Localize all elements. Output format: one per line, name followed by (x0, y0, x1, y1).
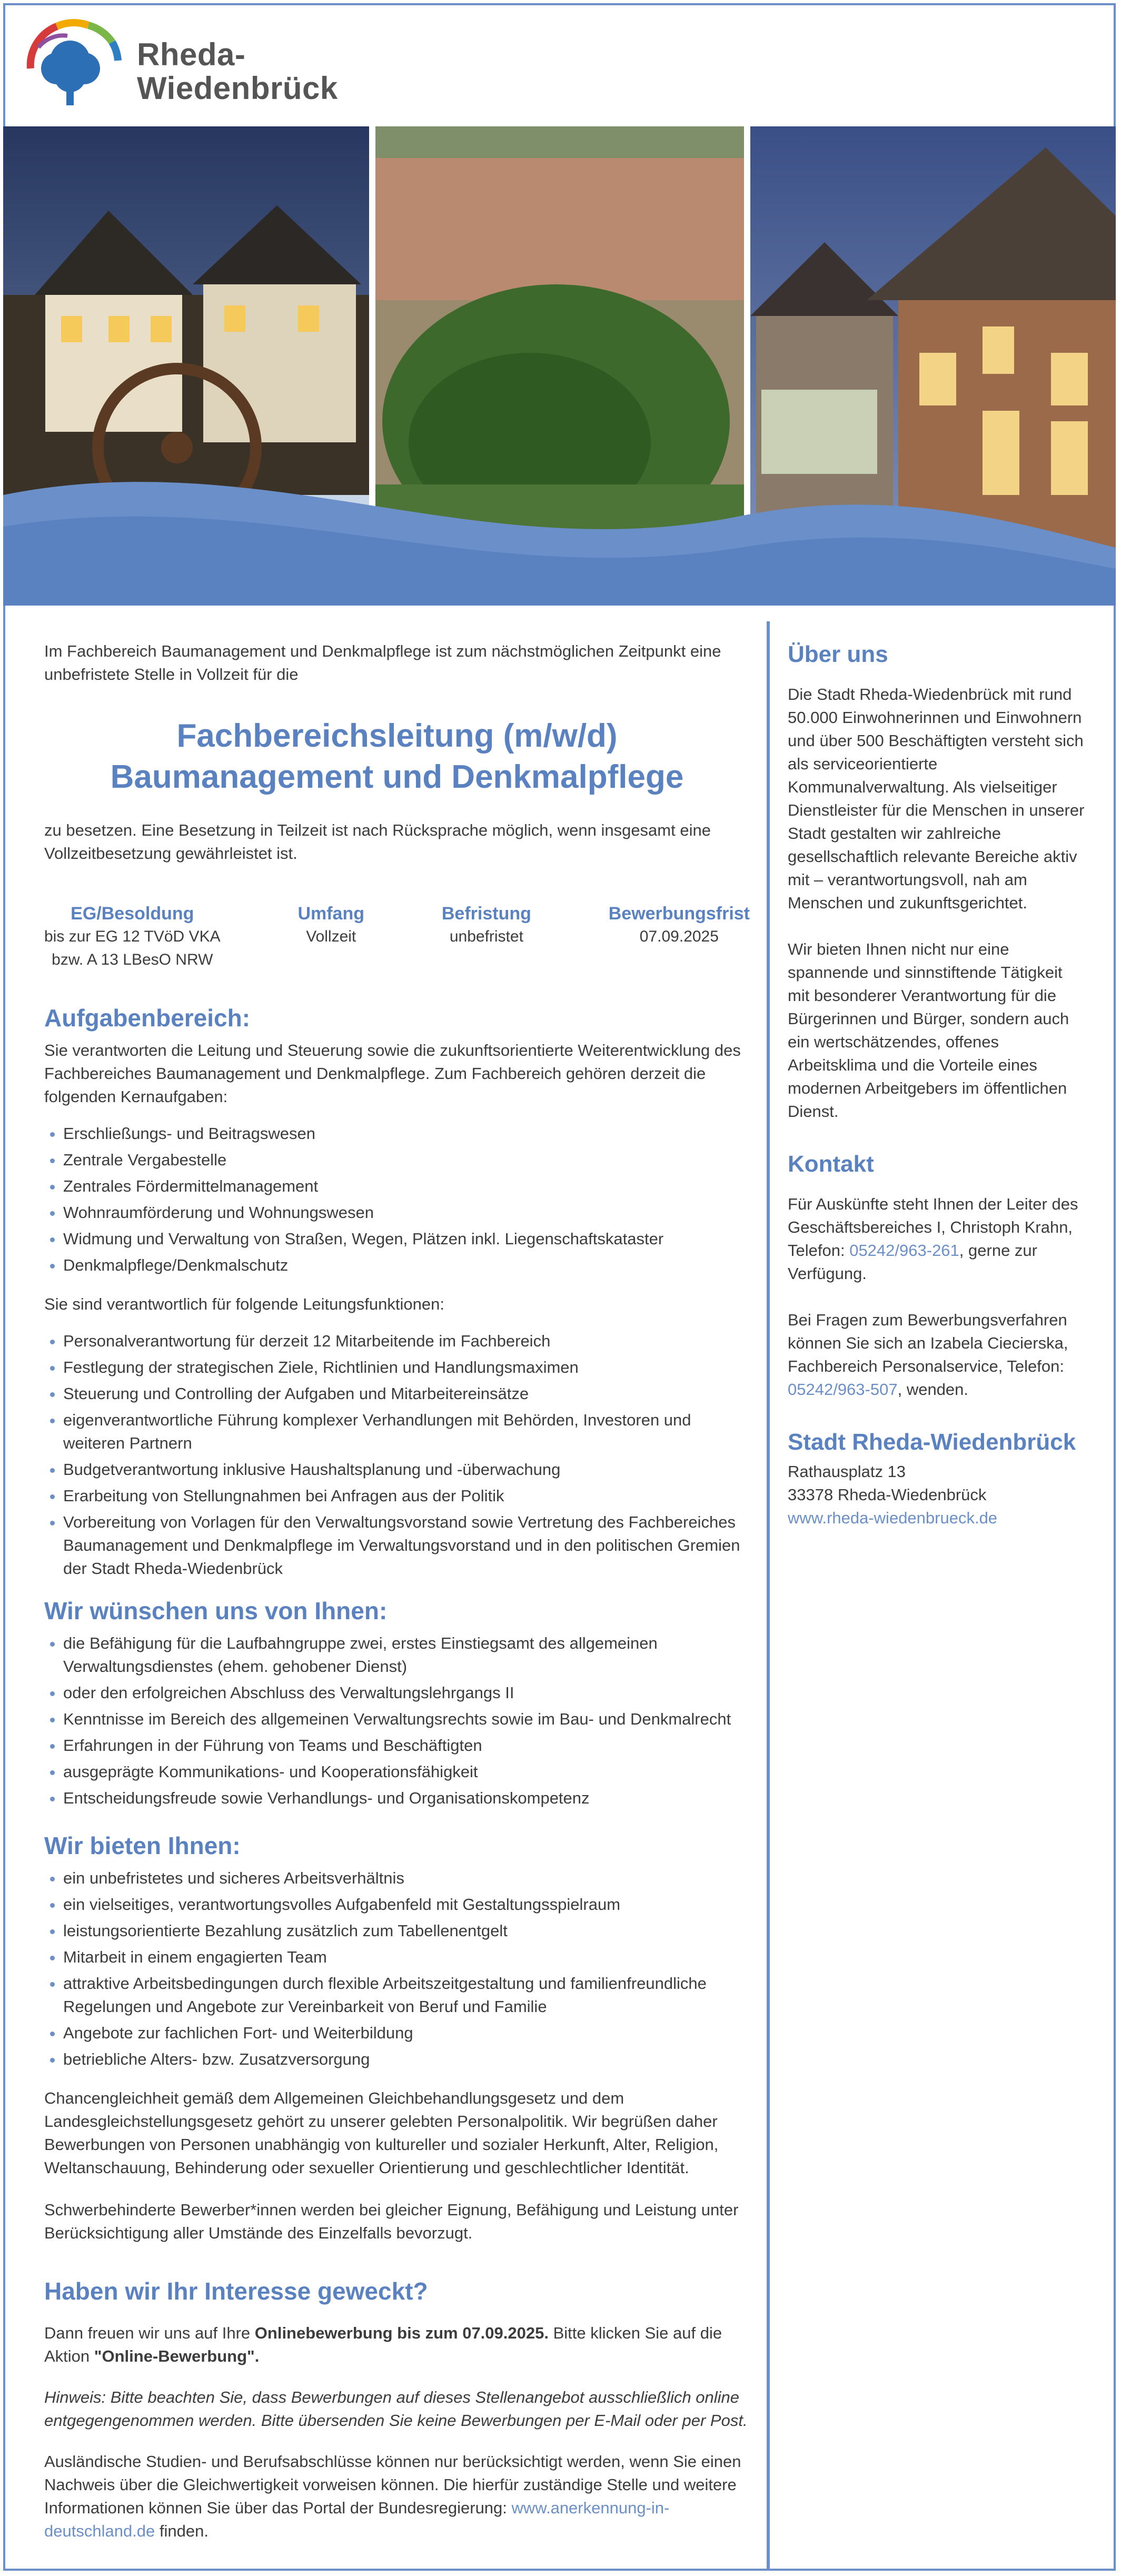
contact-text-1a: Für Auskünfte steht Ihnen der Leiter des Geschäftsbereiches I, Christoph Krahn, Telefon: (788, 1195, 1078, 1260)
contact-text-2 (788, 1309, 1088, 1401)
list-item: • eigenverantwortliche Führung komplexer Verhandlungen mit Behörden, Investoren und weiteren Partnern (63, 1409, 750, 1455)
list-item: • betriebliche Alters- bzw. Zusatzversorgung (63, 2048, 750, 2071)
about-text-1: Die Stadt Rheda-Wiedenbrück mit rund 50.000 Einwohnerinnen und Einwohnern und über 500 Beschäftigten versteht sich als serviceorientierte Kommunalverwaltung. Als vielseitiger Dienstleister für die Menschen in unserer Stadt gestalten wir zahlreiche gesellschaftlich relevante Bereiche aktiv mit – verantwortungsvoll, nah am Menschen und zukunftsgerichtet. (788, 685, 1085, 912)
offers-list (44, 1867, 750, 2071)
apply-text-a: Dann freuen wir uns auf Ihre (44, 2324, 255, 2342)
contact-text-1 (788, 1193, 1088, 1285)
list-item: • ein vielseitiges, verantwortungsvolles Aufgabenfeld mit Gestaltungsspielraum (63, 1893, 750, 1916)
sidebar (788, 640, 1088, 1530)
fact-salary (44, 902, 221, 972)
hint-text: Hinweis: Bitte beachten Sie, dass Bewerbungen auf dieses Stellenangebot ausschließlich online entgegengenommen werden. Bitte übersenden Sie keine Bewerbungen per E-Mail oder per Post. (44, 2388, 748, 2430)
fact-duration (442, 902, 531, 972)
org-name: Stadt Rheda-Wiedenbrück (788, 1429, 1076, 1455)
list-item: • leistungsorientierte Bezahlung zusätzlich zum Tabellenentgelt (63, 1919, 750, 1943)
foreign-text-c: finden. (155, 2522, 209, 2540)
list-item: • Wohnraumförderung und Wohnungswesen (63, 1201, 750, 1224)
address-street: Rathausplatz 13 (788, 1462, 906, 1481)
equality-text: Chancengleichheit gemäß dem Allgemeinen Gleichbehandlungsgesetz und dem Landesgleichstellungsgesetz gehört zu unserer gelebten Personalpolitik. Wir begrüßen daher Bewerbungen von Personen unabhängig von kultureller und sozialer Herkunft, Alter, Religion, Weltanschauung, Behinderung oder sexueller Orientierung und geschlechtlicher Identität. (44, 2089, 719, 2177)
tasks-list (44, 1122, 750, 1277)
apply-heading: Haben wir Ihr Interesse geweckt? (44, 2277, 428, 2305)
about-heading: Über uns (788, 641, 888, 667)
list-item: • oder den erfolgreichen Abschluss des Verwaltungslehrgangs II (63, 1681, 750, 1705)
job-title: Fachbereichsleitung (m/w/d) Baumanagement und Denkmalpflege (110, 718, 684, 795)
fact-value: bis zur EG 12 TVöD VKA (44, 928, 221, 945)
fact-value: Vollzeit (306, 928, 356, 945)
fact-label: Bewerbungsfrist (608, 904, 750, 924)
disabled-text: Schwerbehinderte Bewerber*innen werden bei gleicher Eignung, Befähigung und Leistung unter Berücksichtigung aller Umstände des Einzelfalls bevorzugt. (44, 2201, 739, 2242)
address-city: 33378 Rheda-Wiedenbrück (788, 1485, 987, 1504)
about-text-2: Wir bieten Ihnen nicht nur eine spannende und sinnstiftende Tätigkeit mit besonderer Verantwortung für die Bürgerinnen und Bürger, sondern auch ein wertschätzendes, offenes Arbeitsklima und die Vorteile eines modernen Arbeitgebers im öffentlichen Dienst. (788, 940, 1069, 1121)
wishes-list (44, 1632, 750, 1810)
list-item: • Vorbereitung von Vorlagen für den Verwaltungsvorstand sowie Vertretung des Fachbereiches Baumanagement und Denkmalpflege im Verwaltungsvorstand und in den politischen Gremien der Stadt Rheda-Wiedenbrück (63, 1511, 750, 1580)
list-item: • Zentrales Fördermittelmanagement (63, 1175, 750, 1198)
fact-value: unbefristet (449, 928, 523, 945)
list-item: • Zentrale Vergabestelle (63, 1148, 750, 1172)
contact-text-2c: , wenden. (897, 1380, 969, 1399)
offers-heading: Wir bieten Ihnen: (44, 1832, 241, 1859)
fact-scope (297, 902, 364, 972)
apply-text-c: Bitte klicken Sie auf die Aktion (44, 2324, 722, 2365)
column-divider (767, 621, 770, 2570)
leadership-list (44, 1330, 750, 1580)
anerkennung-link[interactable]: www.anerkennung-in-deutschland.de (44, 2499, 670, 2540)
list-item: • Widmung und Verwaltung von Straßen, Wegen, Plätzen inkl. Liegenschaftskataster (63, 1227, 750, 1251)
phone-link-ciecierska[interactable]: 05242/963-507 (788, 1380, 898, 1399)
contact-text-1c: , gerne zur Verfügung. (788, 1241, 1037, 1283)
intro-text: Im Fachbereich Baumanagement und Denkmalpflege ist zum nächstmöglichen Zeitpunkt eine unbefristete Stelle in Vollzeit für die (44, 642, 721, 683)
list-item: • Budgetverantwortung inklusive Haushaltsplanung und -überwachung (63, 1458, 750, 1481)
list-item: • die Befähigung für die Laufbahngruppe zwei, erstes Einstiegsamt des allgemeinen Verwaltungsdienstes (ehem. gehobener Dienst) (63, 1632, 750, 1678)
tree-logo-icon (20, 11, 125, 116)
list-item: • Entscheidungsfreude sowie Verhandlungs- und Organisationskompetenz (63, 1787, 750, 1810)
list-item: • Steuerung und Controlling der Aufgaben und Mitarbeitereinsätze (63, 1382, 750, 1405)
tasks-text: Sie verantworten die Leitung und Steuerung sowie die zukunftsorientierte Weiterentwicklung des Fachbereiches Baumanagement und Denkmalpflege. Zum Fachbereich gehören derzeit die folgenden Kernaufgaben: (44, 1041, 741, 1106)
website-link[interactable]: www.rheda-wiedenbrueck.de (788, 1509, 998, 1527)
foreign-degrees-text (44, 2450, 750, 2543)
list-item: • attraktive Arbeitsbedingungen durch flexible Arbeitszeitgestaltung und familienfreundliche Regelungen und Angebote zur Vereinbarkeit von Beruf und Familie (63, 1972, 750, 2018)
list-item: • Kenntnisse im Bereich des allgemeinen Verwaltungsrechts sowie im Bau- und Denkmalrecht (63, 1708, 750, 1731)
apply-deadline: Onlinebewerbung bis zum 07.09.2025. (254, 2324, 549, 2342)
photo-aerial-town (375, 126, 744, 558)
logo-line-2: Wiedenbrück (137, 71, 338, 106)
subintro-text: zu besetzen. Eine Besetzung in Teilzeit ist nach Rücksprache möglich, wenn insgesamt eine Vollzeitbesetzung gewährleistet ist. (44, 821, 711, 863)
list-item: • Festlegung der strategischen Ziele, Richtlinien und Handlungsmaximen (63, 1356, 750, 1379)
photo-timber-building (750, 126, 1116, 558)
list-item: • ein unbefristetes und sicheres Arbeitsverhältnis (63, 1867, 750, 1890)
fact-label: Befristung (441, 904, 531, 924)
contact-heading: Kontakt (788, 1151, 874, 1177)
list-item: • Mitarbeit in einem engagierten Team (63, 1946, 750, 1969)
online-application-action[interactable]: "Online-Bewerbung". (94, 2347, 260, 2365)
list-item: • ausgeprägte Kommunikations- und Kooperationsfähigkeit (63, 1760, 750, 1784)
list-item: • Erarbeitung von Stellungnahmen bei Anfragen aus der Politik (63, 1484, 750, 1508)
tasks-heading: Aufgabenbereich: (44, 1004, 251, 1032)
logo-text (137, 38, 338, 105)
list-item: • Personalverantwortung für derzeit 12 Mitarbeitende im Fachbereich (63, 1330, 750, 1353)
fact-deadline (609, 902, 750, 972)
list-item: • Denkmalpflege/Denkmalschutz (63, 1254, 750, 1277)
fact-value-2: bzw. A 13 LBesO NRW (52, 951, 213, 968)
phone-link-krahn[interactable]: 05242/963-261 (849, 1241, 959, 1260)
wishes-heading: Wir wünschen uns von Ihnen: (44, 1597, 388, 1624)
fact-label: EG/Besoldung (71, 904, 194, 924)
foreign-text-a: Ausländische Studien- und Berufsabschlüsse können nur berücksichtigt werden, wenn Sie einen Nachweis über die Gleichwertigkeit vorweisen können. Die hierfür zuständige Stelle und weitere Informationen können Sie über das Portal der Bundesregierung: (44, 2452, 741, 2517)
fact-value: 07.09.2025 (639, 928, 719, 945)
job-facts (44, 902, 750, 972)
list-item: • Erschließungs- und Beitragswesen (63, 1122, 750, 1145)
main-column (44, 640, 750, 2543)
leadership-text: Sie sind verantwortlich für folgende Leitungsfunktionen: (44, 1295, 444, 1313)
contact-text-2a: Bei Fragen zum Bewerbungsverfahren können Sie sich an Izabela Ciecierska, Fachbereich Personalservice, Telefon: (788, 1311, 1068, 1375)
fact-label: Umfang (297, 904, 365, 924)
logo-line-1: Rheda- (137, 37, 246, 72)
apply-text (44, 2322, 750, 2368)
logo[interactable] (20, 11, 336, 116)
list-item: • Erfahrungen in der Führung von Teams und Beschäftigten (63, 1734, 750, 1757)
hero-banner (3, 126, 1116, 606)
hero-photos (3, 126, 1116, 606)
list-item: • Angebote zur fachlichen Fort- und Weiterbildung (63, 2022, 750, 2045)
